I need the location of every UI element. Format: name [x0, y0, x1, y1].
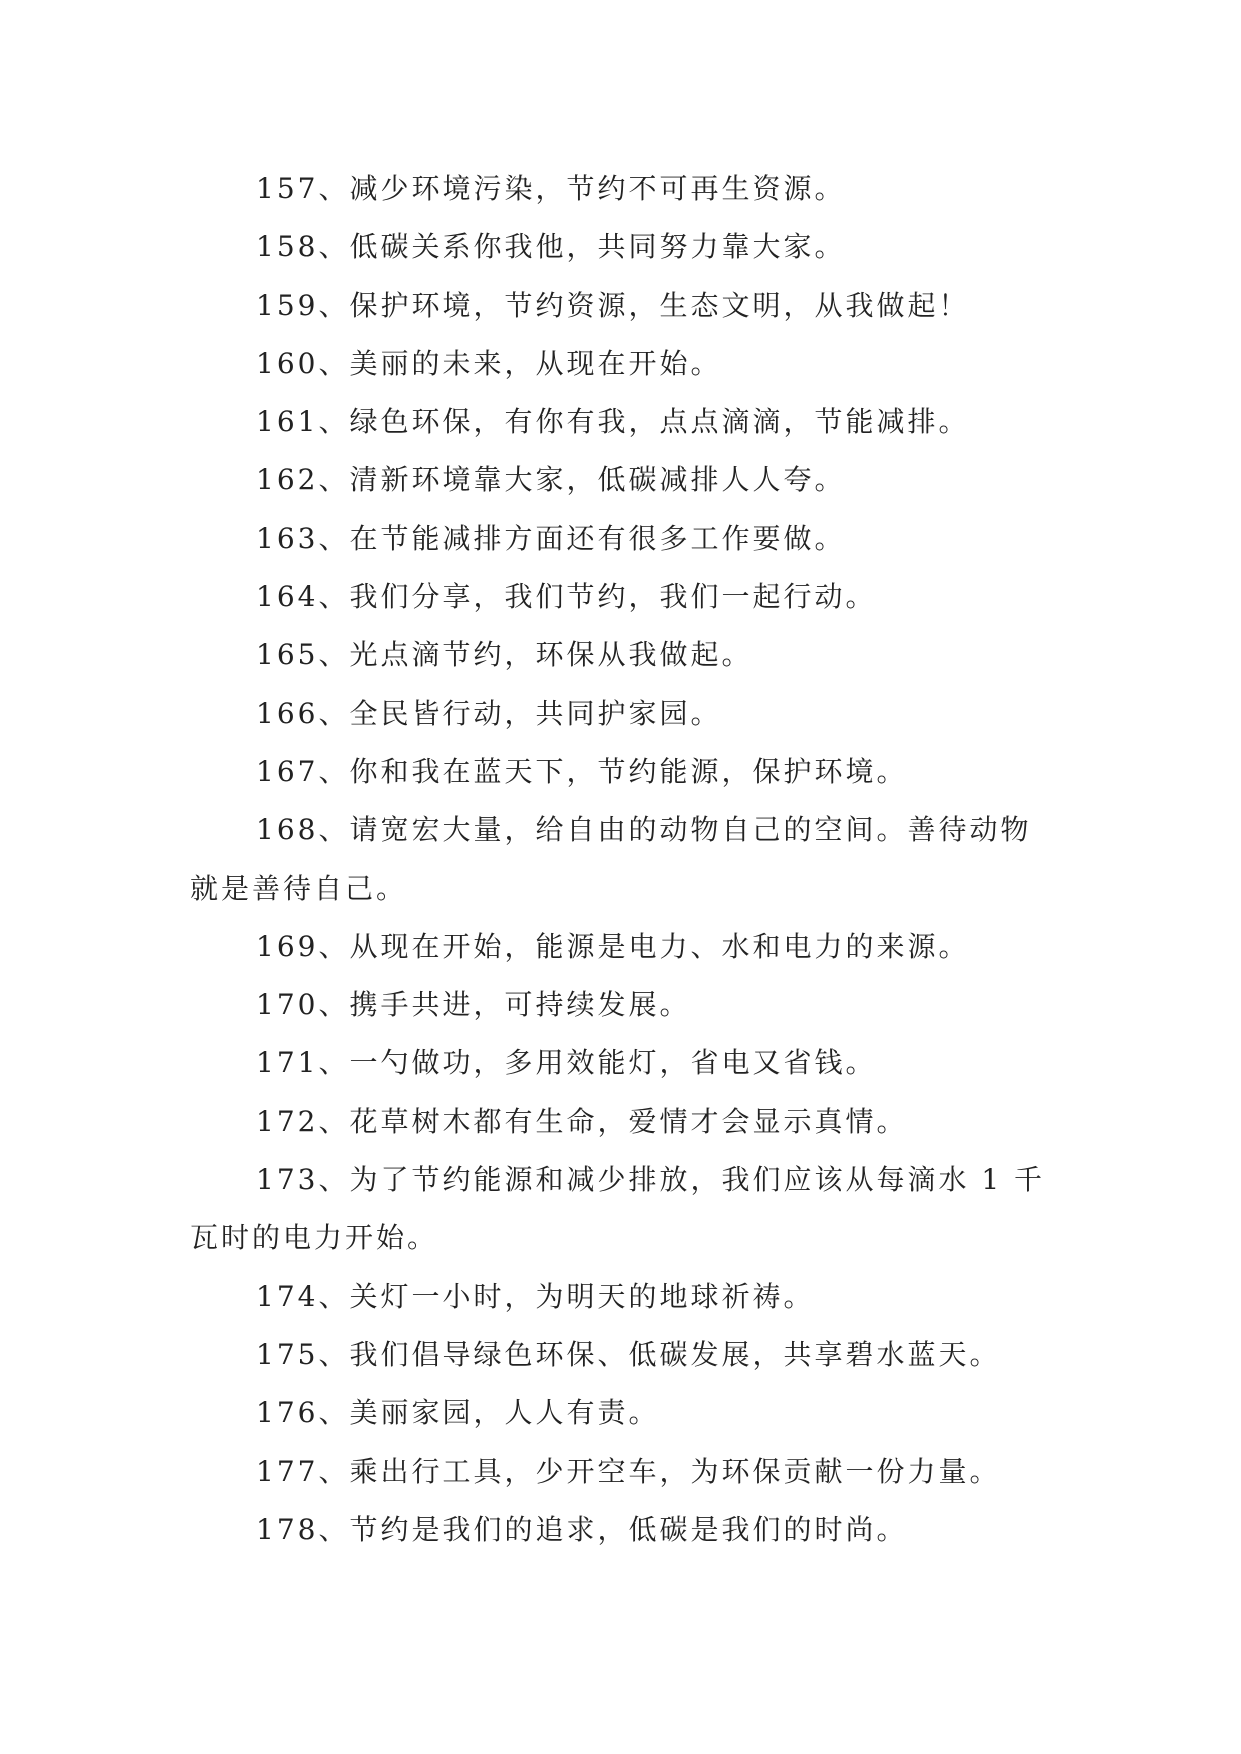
slogan-paragraph: 165、光点滴节约，环保从我做起。 — [256, 638, 753, 672]
slogan-paragraph: 172、花草树木都有生命，爱情才会显示真情。 — [256, 1104, 908, 1138]
slogan-paragraph: 161、绿色环保，有你有我，点点滴滴，节能减排。 — [256, 405, 970, 439]
slogan-paragraph: 171、一勺做功，多用效能灯，省电又省钱。 — [256, 1046, 877, 1080]
slogan-paragraph: 166、全民皆行动，共同护家园。 — [256, 696, 722, 730]
slogan-paragraph: 158、低碳关系你我他，共同努力靠大家。 — [256, 230, 846, 264]
document-body — [190, 160, 1050, 1559]
slogan-paragraph: 176、美丽家园，人人有责。 — [256, 1396, 660, 1430]
slogan-paragraph: 178、节约是我们的追求，低碳是我们的时尚。 — [256, 1512, 908, 1546]
slogan-paragraph: 164、我们分享，我们节约，我们一起行动。 — [256, 580, 877, 614]
slogan-paragraph: 157、减少环境污染，节约不可再生资源。 — [256, 172, 846, 205]
slogan-paragraph: 168、请宽宏大量，给自由的动物自己的空间。善待动物就是善待自己。 — [190, 813, 1032, 905]
slogan-paragraph: 174、关灯一小时，为明天的地球祈祷。 — [256, 1279, 815, 1313]
slogan-paragraph: 162、清新环境靠大家，低碳减排人人夸。 — [256, 463, 846, 497]
slogan-paragraph: 175、我们倡导绿色环保、低碳发展，共享碧水蓝天。 — [256, 1337, 1001, 1371]
slogan-paragraph: 177、乘出行工具，少开空车，为环保贡献一份力量。 — [256, 1454, 1001, 1488]
slogan-paragraph: 173、为了节约能源和减少排放，我们应该从每滴水 1 千瓦时的电力开始。 — [190, 1163, 1046, 1255]
slogan-paragraph: 159、保护环境，节约资源，生态文明，从我做起！ — [256, 288, 970, 322]
slogan-paragraph: 169、从现在开始，能源是电力、水和电力的来源。 — [256, 929, 970, 963]
slogan-paragraph: 170、携手共进，可持续发展。 — [256, 988, 691, 1022]
slogan-paragraph: 160、美丽的未来，从现在开始。 — [256, 346, 722, 380]
slogan-paragraph: 167、你和我在蓝天下，节约能源，保护环境。 — [256, 754, 908, 788]
slogan-paragraph: 163、在节能减排方面还有很多工作要做。 — [256, 521, 846, 555]
